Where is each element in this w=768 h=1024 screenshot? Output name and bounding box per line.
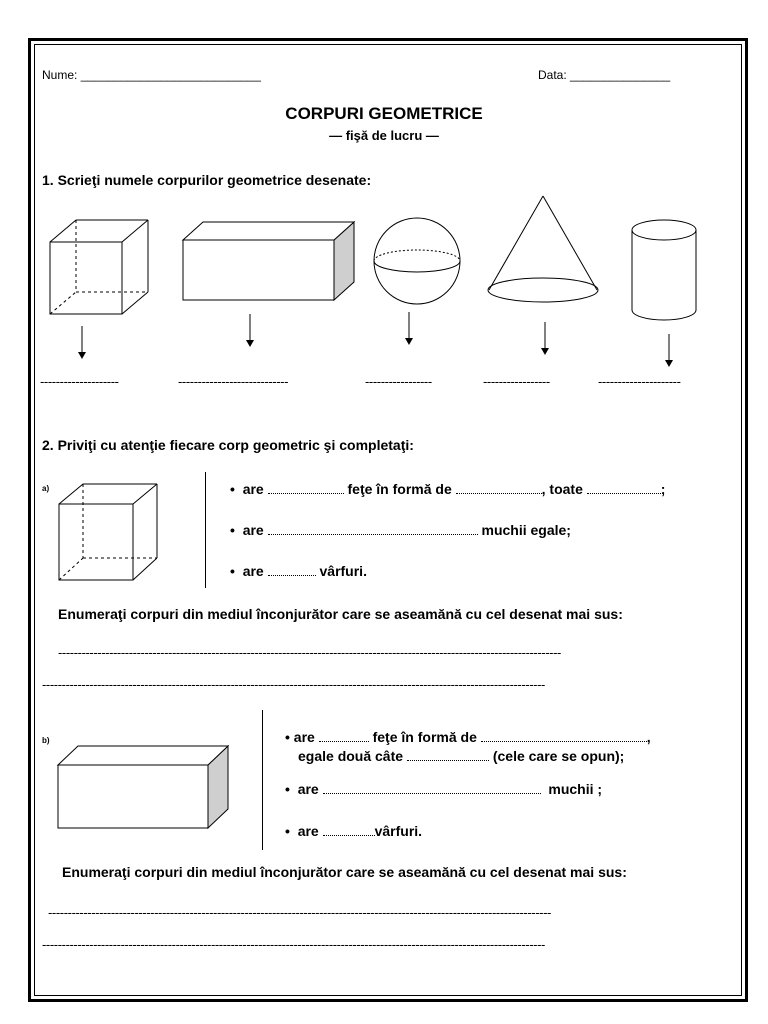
part-a-enumerate: Enumeraţi corpuri din mediul înconjurător care se aseamănă cu cel desenat mai sus: xyxy=(58,606,623,622)
answer-line-cuboid[interactable]: ---------------------------- xyxy=(178,375,289,389)
part-b-line3: • are vârfuri. xyxy=(285,823,423,839)
answer-line-cube[interactable]: -------------------- xyxy=(40,375,119,389)
sphere-icon xyxy=(372,216,462,306)
cylinder-icon xyxy=(630,218,700,324)
bullet: • xyxy=(230,481,235,497)
part-a-label: a) xyxy=(42,484,50,493)
part-b-answer-line-2[interactable]: -------------------------------------------------------------------------------------------------------------------------------- xyxy=(42,938,545,952)
name-field[interactable] xyxy=(42,68,261,82)
exercise1-prompt: 1. Scrieţi numele corpurilor geometrice desenate: xyxy=(42,172,372,188)
blank-faces-count[interactable] xyxy=(268,481,344,494)
arrow-down-icon xyxy=(662,334,676,368)
date-field[interactable] xyxy=(538,68,670,82)
part-a-line2: • are muchii egale; xyxy=(230,522,571,538)
date-label: Data: xyxy=(538,68,571,82)
blank-face-shape[interactable] xyxy=(481,729,647,742)
part-a-line3: • are vârfuri. xyxy=(230,563,367,579)
exercise2-prompt: 2. Priviţi cu atenţie fiecare corp geometric şi completaţi: xyxy=(42,437,414,453)
page-subtitle: — fişă de lucru — xyxy=(329,128,439,143)
cone-icon xyxy=(484,194,604,306)
page-title: CORPURI GEOMETRICE xyxy=(285,104,483,123)
answer-line-cylinder[interactable]: --------------------- xyxy=(598,375,681,389)
part-b-line1: • are feţe în formă de , xyxy=(285,729,651,745)
part-b-answer-line-1[interactable]: -------------------------------------------------------------------------------------------------------------------------------- xyxy=(48,906,551,920)
blank-equal-pairs[interactable] xyxy=(407,748,489,761)
part-b-enumerate: Enumeraţi corpuri din mediul înconjurător care se aseamănă cu cel desenat mai sus: xyxy=(62,864,627,880)
arrow-down-icon xyxy=(75,326,89,360)
cube-icon xyxy=(48,218,158,318)
name-blank[interactable]: ___________________________ xyxy=(80,68,261,82)
cube-icon xyxy=(57,482,161,582)
blank-vertices-count[interactable] xyxy=(268,563,316,576)
part-b-line1b: egale două câte (cele care se opun); xyxy=(298,748,625,764)
part-b-label: b) xyxy=(42,736,50,745)
answer-line-sphere[interactable]: ----------------- xyxy=(365,375,432,389)
answer-line-cone[interactable]: ----------------- xyxy=(483,375,550,389)
arrow-down-icon xyxy=(538,322,552,356)
cuboid-icon xyxy=(56,742,232,830)
cuboid-icon xyxy=(182,218,357,303)
blank-vertices-count[interactable] xyxy=(323,823,375,836)
divider-b xyxy=(262,710,263,850)
blank-all-property[interactable] xyxy=(587,481,661,494)
name-label: Nume: xyxy=(42,68,81,82)
blank-edges-count[interactable] xyxy=(323,781,541,794)
arrow-down-icon xyxy=(402,312,416,346)
divider-a xyxy=(205,472,206,588)
date-blank[interactable]: _______________ xyxy=(570,68,671,82)
blank-faces-count[interactable] xyxy=(319,729,369,742)
part-b-line2: • are muchii ; xyxy=(285,781,603,797)
blank-face-shape[interactable] xyxy=(456,481,542,494)
arrow-down-icon xyxy=(243,314,257,348)
part-a-answer-line-2[interactable]: -------------------------------------------------------------------------------------------------------------------------------- xyxy=(42,678,545,692)
part-a-answer-line-1[interactable]: -------------------------------------------------------------------------------------------------------------------------------- xyxy=(58,646,561,660)
part-a-line1: • are feţe în formă de , toate ; xyxy=(230,481,666,497)
blank-edges-count[interactable] xyxy=(268,522,478,535)
